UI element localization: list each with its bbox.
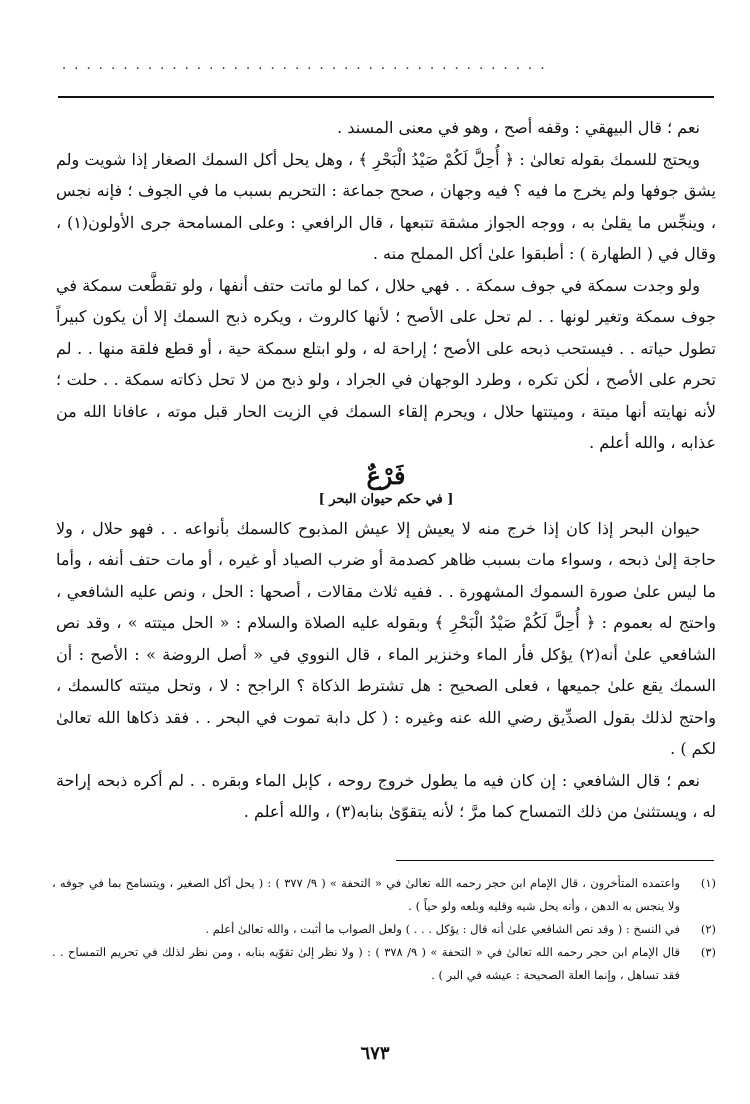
paragraph: نعم ؛ قال البيهقي : وقفه أصح ، وهو في معنى المسند . <box>337 118 700 137</box>
paragraph: حيوان البحر إذا كان إذا خرج منه لا يعيش إلا عيش المذبوح كالسمك بأنواعه . . فهو حلال ، ولا حاجة إلىٰ ذبحه ، وسواء مات بسبب ظاهر كصدمة أو ضرب الصياد أو غيره ، أو مات حتف أنفه ، وأما ما ليس علىٰ صورة السموك المشهورة . . ففيه ثلاث مقالات ، أصحها : الحل ، ونص عليه الشافعي ، واحتج له بعموم : ﴿ أُحِلَّ لَكُمْ صَيْدُ الْبَحْرِ ﴾ وبقوله عليه الصلاة والسلام : « الحل ميتته » ، وقد نص الشافعي علىٰ أنه(٢) يؤكل فأر الماء وخنزير الماء ، قال النووي في « أصل الروضة » : الأصح : أن السمك يقع علىٰ جميعها ، فعلى الصحيح : هل تشترط الذكاة ؟ الراجح : لا ، وتحل ميتته كالسمك ، واحتج لذلك بقول الصدِّيق رضي الله عنه وغيره : ( كل دابة تموت في البحر . . فقد ذكاها الله تعالىٰ لكم ) . <box>56 518 717 758</box>
paragraph: ويحتج للسمك بقوله تعالىٰ : ﴿ أُحِلَّ لَكُمْ صَيْدُ الْبَحْرِ ﴾ ، وهل يحل أكل السمك الصغار إذا شويت ولم يشق جوفها ولم يخرج ما فيه ؟ فيه وجهان ، صحح جماعة : التحريم بسبب ما في الجوف ؛ فإنه نجس ، وينجِّس ما يقلىٰ به ، ووجه الجواز مشقة تتبعها ، قال الرافعي : وعلى المسامحة جرى الأولون(١) ، وقال في ( الطهارة ) : أطبقوا علىٰ أكل المملح منه . <box>56 149 716 263</box>
page-number: ٦٧٣ <box>360 1043 390 1064</box>
footnote <box>52 918 716 941</box>
footnote-text: واعتمده المتأخرون ، قال الإمام ابن حجر رحمه الله تعالىٰ في « التحفة » ( ٩/ ٣٧٧ ) : ( يحل أكل الصغير ، ويتسامح بما في جوفه ، ولا ينجس به الدهن ، وأنه يحل شيه وقليه وبلعه ولو حياً ) . <box>52 876 680 913</box>
footnote-text: قال الإمام ابن حجر رحمه الله تعالىٰ في « التحفة » ( ٩/ ٣٧٨ ) : ( ولا نظر إلىٰ تقوّيه بنابه ، ومن نظر لذلك في تحريم التمساح . . فقد تساهل ، وإنما العلة الصحيحة : عيشه في البر ) . <box>52 945 680 982</box>
footnote <box>52 872 716 918</box>
main-text <box>56 112 716 828</box>
paragraph: نعم ؛ قال الشافعي : إن كان فيه ما يطول خروج روحه ، كإبل الماء وبقره . . لم أكره ذبحه إراحة له ، ويستثنىٰ من ذلك التمساح كما مرَّ ؛ لأنه يتقوّىٰ بنابه(٣) ، والله أعلم . <box>56 770 716 821</box>
footnote <box>52 941 716 987</box>
section-heading <box>56 461 716 509</box>
footnote-number: (٣) <box>700 945 716 959</box>
footnote-number: (٢) <box>700 922 716 936</box>
footnotes <box>52 872 716 987</box>
header-dots: . . . . . . . . . . . . . . . . . . . . . . . . . . . . . . . . . . . . . . . . <box>62 58 547 73</box>
section-ornament: فَرْعٌ <box>366 460 406 490</box>
paragraph: ولو وجدت سمكة في جوف سمكة . . فهي حلال ، كما لو ماتت حتف أنفها ، ولو تقطَّعت سمكة في جوف سمكة وتغير لونها . . لم تحل على الأصح ؛ لأنها كالروث ، ويكره ذبح السمك إلا أن يكون كبيراً تطول حياته . . فيستحب ذبحه على الأصح ؛ إراحة له ، ولو ابتلع سمكة حية ، أو قطع فلقة منها . . لم تحرم على الأصح ، لٰكن تكره ، وطرد الوجهان في الجراد ، ولو ذبح من لا تحل ذكاته سمكة . . حلت ؛ لأنه نهايته أنها ميتة ، وميتتها حلال ، ويحرم إلقاء السمك في الزيت الحار قبل موته ، عافانا الله من عذابه ، والله أعلم . <box>56 275 717 452</box>
footnote-number: (١) <box>700 876 716 890</box>
footnote-rule <box>396 860 714 861</box>
header-rule <box>58 96 714 98</box>
section-subtitle: [ في حكم حيوان البحر ] <box>318 491 454 507</box>
footnote-text: في النسخ : ( وقد نص الشافعي علىٰ أنه قال : يؤكل . . . ) ولعل الصواب ما أثبت ، والله تعالىٰ أعلم . <box>205 922 680 936</box>
